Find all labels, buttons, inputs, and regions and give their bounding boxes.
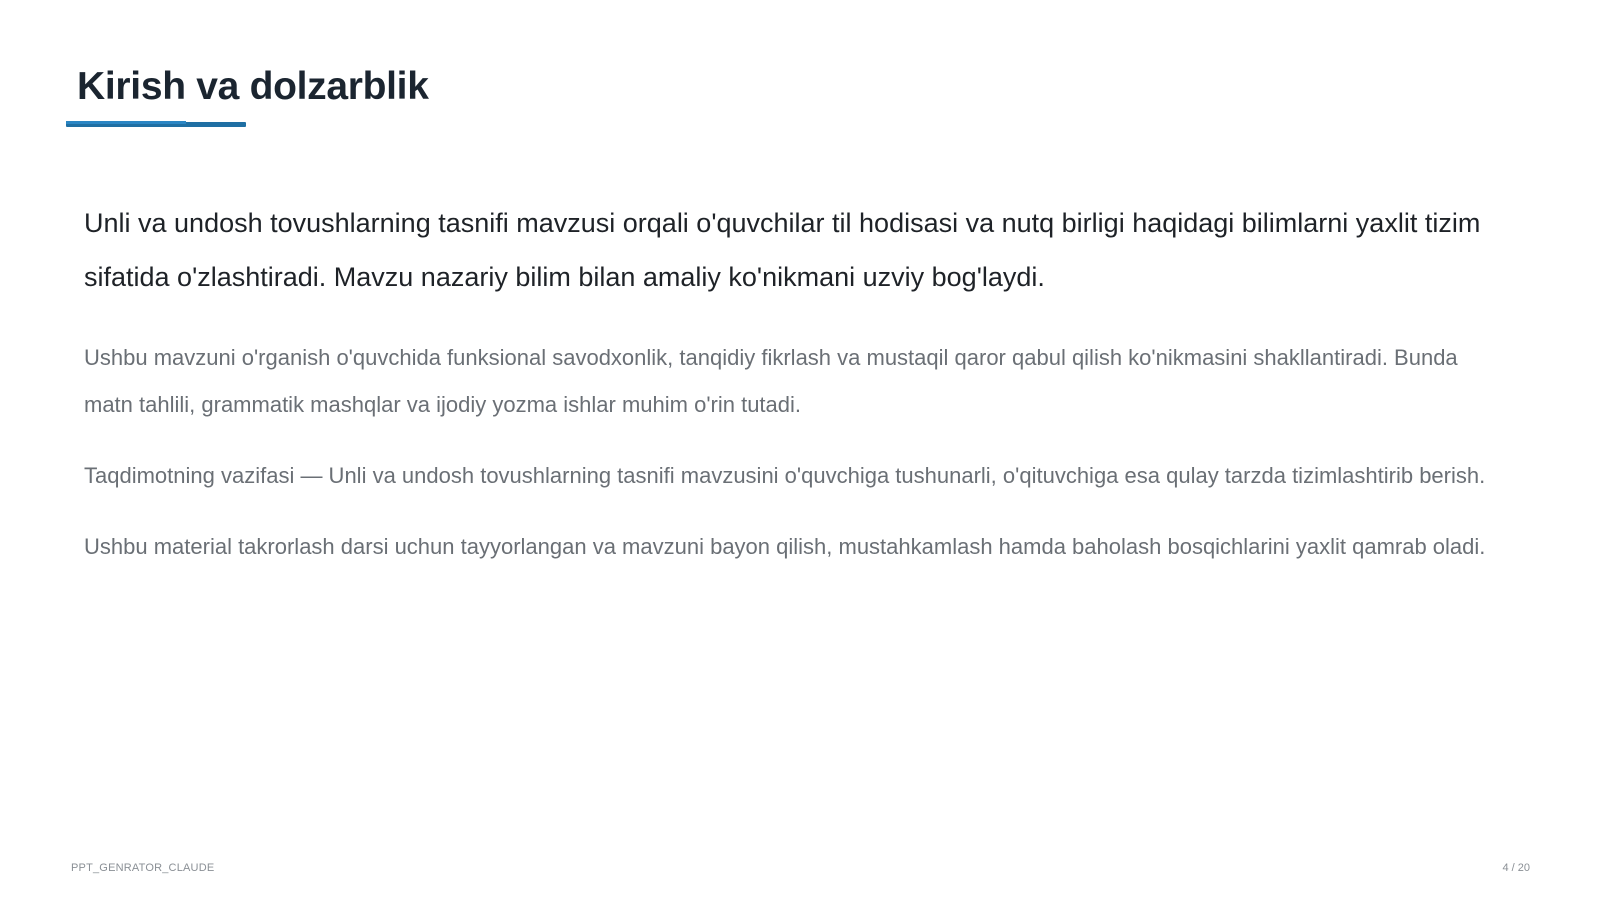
body-paragraph-3: Ushbu material takrorlash darsi uchun tayyorlangan va mavzuni bayon qilish, mustahkamlash hamda baholash bosqichlarini yaxlit qamrab oladi. xyxy=(84,534,1486,559)
page-number: 4 / 20 xyxy=(1502,862,1530,874)
title-underline-accent xyxy=(66,121,186,124)
slide-content xyxy=(84,196,1504,594)
footer-brand: PPT_GENRATOR_CLAUDE xyxy=(71,862,215,874)
slide-title: Kirish va dolzarblik xyxy=(77,65,429,108)
body-paragraph-2: Taqdimotning vazifasi — Unli va undosh tovushlarning tasnifi mavzusini o'quvchiga tushunarli, o'qituvchiga esa qulay tarzda tizimlashtirib berish. xyxy=(84,463,1486,488)
body-paragraph-1: Ushbu mavzuni o'rganish o'quvchida funksional savodxonlik, tanqidiy fikrlash va mustaqil qaror qabul qilish ko'nikmasini shakllantiradi. Bunda matn tahlili, grammatik mashqlar va ijodiy yozma ishlar muhim o'rin tutadi. xyxy=(84,345,1458,417)
lead-paragraph: Unli va undosh tovushlarning tasnifi mavzusi orqali o'quvchilar til hodisasi va nutq birligi haqidagi bilimlarni yaxlit tizim sifatida o'zlashtiradi. Mavzu nazariy bilim bilan amaliy ko'nikmani uzviy bog'laydi. xyxy=(84,208,1481,292)
